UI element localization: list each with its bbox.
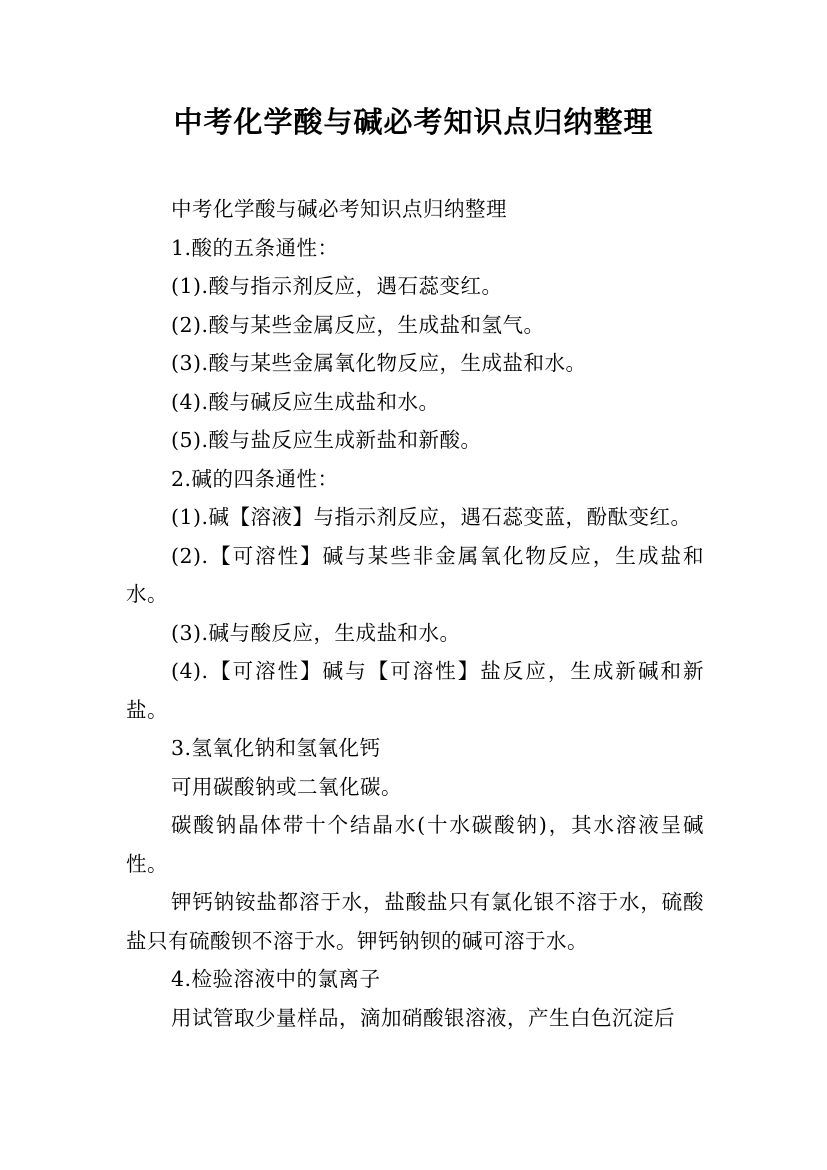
paragraph-acid-property-3: (3).酸与某些金属氧化物反应，生成盐和水。	[171, 351, 587, 375]
paragraph-chloride-test: 用试管取少量样品，滴加硝酸银溶液，产生白色沉淀后	[171, 1005, 675, 1030]
section-heading-chloride-test: 4.检验溶液中的氯离子	[171, 967, 381, 991]
paragraph-base-property-3: (3).碱与酸反应，生成盐和水。	[171, 620, 461, 645]
paragraph-acid-property-1: (1).酸与指示剂反应，遇石蕊变红。	[171, 274, 503, 298]
paragraph-acid-property-5: (5).酸与盐反应生成新盐和新酸。	[171, 428, 482, 452]
paragraph-base-property-2: (2).【可溶性】碱与某些非金属氧化物反应，生成盐和水。	[126, 543, 704, 606]
paragraph-acid-property-4: (4).酸与碱反应生成盐和水。	[171, 389, 440, 414]
section-heading-acid-properties: 1.酸的五条通性：	[171, 235, 339, 260]
paragraph-hydroxides-2: 碳酸钠晶体带十个结晶水(十水碳酸钠)，其水溶液呈碱性。	[126, 813, 704, 876]
section-heading-base-properties: 2.碱的四条通性：	[171, 466, 339, 491]
paragraph-intro: 中考化学酸与碱必考知识点归纳整理	[171, 197, 507, 221]
paragraph-solubility: 钾钙钠铵盐都溶于水，盐酸盐只有氯化银不溶于水，硫酸盐只有硫酸钡不溶于水。钾钙钠钡的碱可溶于水。	[126, 890, 704, 953]
document-title: 中考化学酸与碱必考知识点归纳整理	[173, 105, 654, 139]
paragraph-base-property-1: (1).碱【溶液】与指示剂反应，遇石蕊变蓝，酚酞变红。	[171, 505, 692, 529]
paragraph-hydroxides-1: 可用碳酸钠或二氧化碳。	[171, 774, 402, 799]
section-heading-hydroxides: 3.氢氧化钠和氢氧化钙	[171, 736, 381, 760]
paragraph-base-property-4: (4).【可溶性】碱与【可溶性】盐反应，生成新碱和新盐。	[126, 659, 704, 722]
paragraph-acid-property-2: (2).酸与某些金属反应，生成盐和氢气。	[171, 312, 545, 337]
document-body	[126, 190, 704, 1037]
